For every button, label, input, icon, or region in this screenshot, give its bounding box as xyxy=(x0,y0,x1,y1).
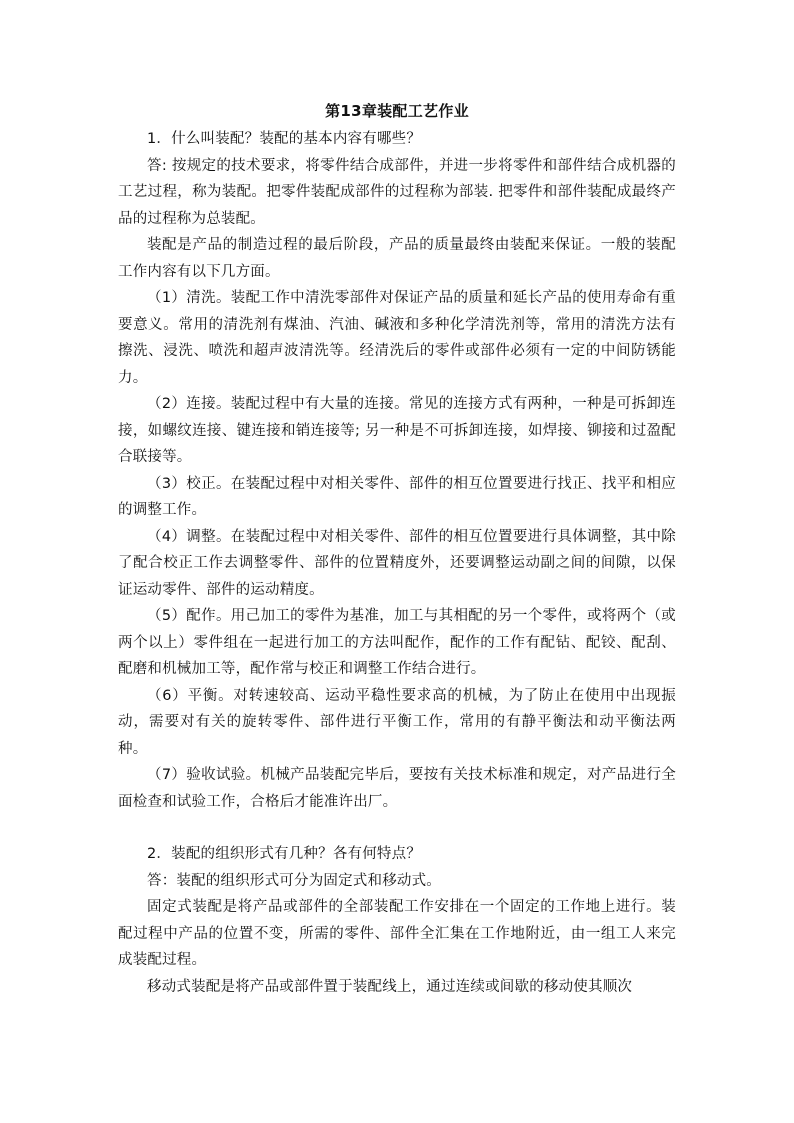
answer-1-definition: 答: 按规定的技术要求，将零件结合成部件，并进一步将零件和部件结合成机器的工艺过程，称为装配。把零件装配成部件的过程称为部装. 把零件和部件装配成最终产品的过程称为总装配。 xyxy=(118,157,676,227)
item-matching-work: （5）配作。用己加工的零件为基准，加工与其相配的另一个零件，或将两个（或两个以上）零件组在一起进行加工的方法叫配作，配作的工作有配钻、配铰、配刮、配磨和机械加工等，配作常与校正和调整工作结合进行。 xyxy=(118,608,676,677)
answer-2-intro: 答：装配的组织形式可分为固定式和移动式。 xyxy=(147,872,441,889)
item-correction: （3）校正。在装配过程中对相关零件、部件的相互位置要进行找正、找平和相应的调整工作。 xyxy=(118,475,676,518)
item-connection: （2）连接。装配过程中有大量的连接。常见的连接方式有两种，一种是可拆卸连接，如螺纹连接、键连接和销连接等; 另一种是不可拆卸连接，如焊接、铆接和过盈配合联接等。 xyxy=(118,396,676,465)
answer-1-intro: 装配是产品的制造过程的最后阶段，产品的质量最终由装配来保证。一般的装配工作内容有以下几方面。 xyxy=(118,237,676,280)
fixed-assembly: 固定式装配是将产品或部件的全部装配工作安排在一个固定的工作地上进行。装配过程中产品的位置不变，所需的零件、部件全汇集在工作地附近，由一组工人来完成装配过程。 xyxy=(118,899,676,968)
document-page xyxy=(118,96,676,1000)
moving-assembly: 移动式装配是将产品或部件置于装配线上，通过连续或间歇的移动使其顺次 xyxy=(147,978,633,995)
item-cleaning: （1）清洗。装配工作中清洗零部件对保证产品的质量和延长产品的使用寿命有重要意义。常用的清洗剂有煤油、汽油、碱液和多种化学清洗剂等，常用的清洗方法有擦洗、浸洗、喷洗和超声波清洗等。经清洗后的零件或部件必须有一定的中间防锈能力。 xyxy=(118,290,676,386)
item-balancing: （6）平衡。对转速较高、运动平稳性要求高的机械，为了防止在使用中出现振动，需要对有关的旋转零件、部件进行平衡工作，常用的有静平衡法和动平衡法两种。 xyxy=(118,687,676,757)
item-adjustment: （4）调整。在装配过程中对相关零件、部件的相互位置要进行具体调整，其中除了配合校正工作去调整零件、部件的位置精度外，还要调整运动副之间的间隙，以保证运动零件、部件的运动精度。 xyxy=(118,528,676,598)
paragraph-gap xyxy=(118,815,676,841)
question-1: 1．什么叫装配？装配的基本内容有哪些？ xyxy=(147,131,422,147)
question-2: 2．装配的组织形式有几种？各有何特点？ xyxy=(147,846,422,862)
item-acceptance-test: （7）验收试验。机械产品装配完毕后，要按有关技术标准和规定，对产品进行全面检查和试验工作，合格后才能准许出厂。 xyxy=(118,767,676,810)
document-title: 第13章装配工艺作业 xyxy=(325,102,469,120)
